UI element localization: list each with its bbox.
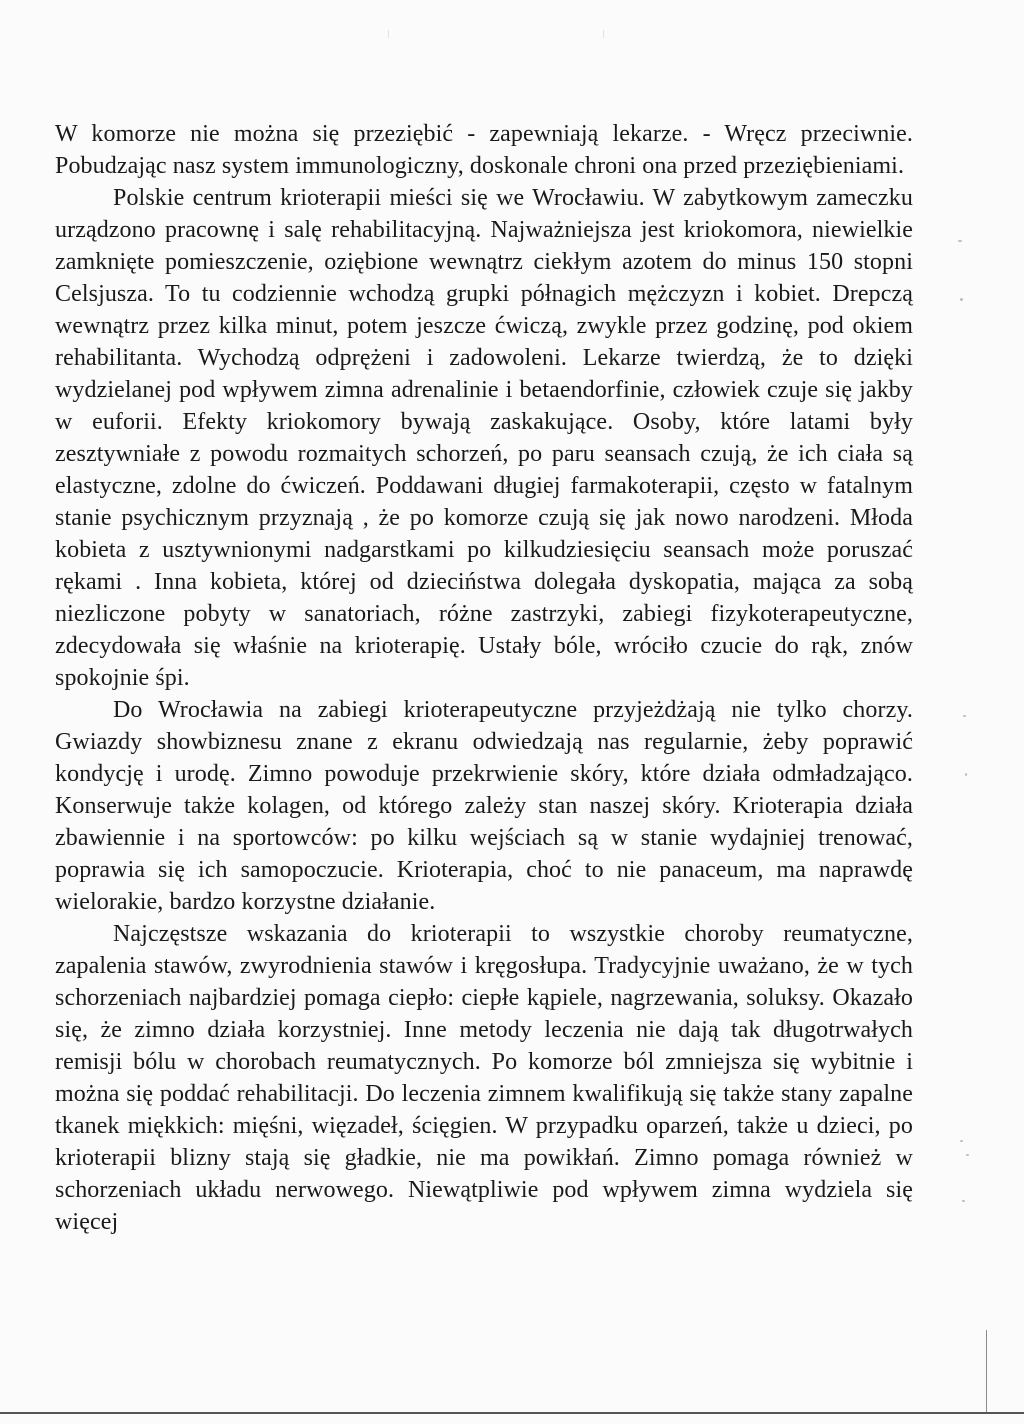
scan-speck	[965, 773, 967, 776]
scan-bottom-edge	[0, 1412, 1024, 1414]
scan-speck	[962, 1200, 965, 1202]
paragraph-intro: W komorze nie można się przeziębić - zapewniają lekarze. - Wręcz przeciwnie. Pobudzając nasz system immunologiczny, doskonale chroni ona przed przeziębieniami.	[55, 121, 913, 179]
scan-speck	[960, 1140, 963, 1142]
scan-edge-line	[986, 1330, 987, 1414]
paragraph-celebrities: Do Wrocławia na zabiegi krioterapeutyczne przyjeżdżają nie tylko chorzy. Gwiazdy showbiznesu znane z ekranu odwiedzają nas regularnie, żeby poprawić kondycję i urodę. Zimno powoduje przekrwienie skóry, które działa odmładzająco. Konserwuje także kolagen, od którego zależy stan naszej skóry. Krioterapia działa zbawiennie i na sportowców: po kilku wejściach są w stanie wydajniej trenować, poprawia się ich samopoczucie. Krioterapia, choć to nie panaceum, ma naprawdę wielorakie, bardzo korzystne działanie.	[55, 697, 913, 915]
scan-speck	[963, 715, 966, 717]
scan-speck	[960, 298, 963, 301]
scan-artifact	[388, 30, 389, 38]
body-text	[55, 118, 913, 1238]
paragraph-wroclaw-center: Polskie centrum krioterapii mieści się we Wrocławiu. W zabytkowym zameczku urządzono pracownę i salę rehabilitacyjną. Najważniejsza jest kriokomora, niewielkie zamknięte pomieszczenie, oziębione wewnątrz ciekłym azotem do minus 150 stopni Celsjusza. To tu codziennie wchodzą grupki półnagich mężczyzn i kobiet. Drepczą wewnątrz przez kilka minut, potem jeszcze ćwiczą, zwykle przez godzinę, pod okiem rehabilitanta. Wychodzą odprężeni i zadowoleni. Lekarze twierdzą, że to dzięki wydzielanej pod wpływem zimna adrenalinie i betaendorfinie, człowiek czuje się jakby w euforii. Efekty kriokomory bywają zaskakujące. Osoby, które latami były zesztywniałe z powodu rozmaitych schorzeń, po paru seansach czują, że ich ciała są elastyczne, zdolne do ćwiczeń. Poddawani długiej farmakoterapii, często w fatalnym stanie psychicznym przyznają , że po komorze czują się jak nowo narodzeni. Młoda kobieta z usztywnionymi nadgarstkami po kilkudziesięciu seansach może poruszać rękami . Inna kobieta, której od dzieciństwa dolegała dyskopatia, mająca za sobą niezliczone pobyty w sanatoriach, różne zastrzyki, zabiegi fizykoterapeutyczne, zdecydowała się właśnie na krioterapię. Ustały bóle, wróciło czucie do rąk, znów spokojnie śpi.	[55, 185, 913, 691]
scan-artifact	[603, 30, 604, 38]
paragraph-indications: Najczęstsze wskazania do krioterapii to wszystkie choroby reumatyczne, zapalenia stawów, zwyrodnienia stawów i kręgosłupa. Tradycyjnie uważano, że w tych schorzeniach najbardziej pomaga ciepło: ciepłe kąpiele, nagrzewania, soluksy. Okazało się, że zimno działa korzystniej. Inne metody leczenia nie dają tak długotrwałych remisji bólu w chorobach reumatycznych. Po komorze ból zmniejsza się wybitnie i można się poddać rehabilitacji. Do leczenia zimnem kwalifikują się także stany zapalne tkanek miękkich: mięśni, więzadeł, ścięgien. W przypadku oparzeń, także u dzieci, po krioterapii blizny stają się gładkie, nie ma powikłań. Zimno pomaga również w schorzeniach układu nerwowego. Niewątpliwie pod wpływem zimna wydziela się więcej	[55, 921, 913, 1235]
scan-speck	[958, 240, 962, 242]
scan-speck	[966, 1154, 969, 1156]
